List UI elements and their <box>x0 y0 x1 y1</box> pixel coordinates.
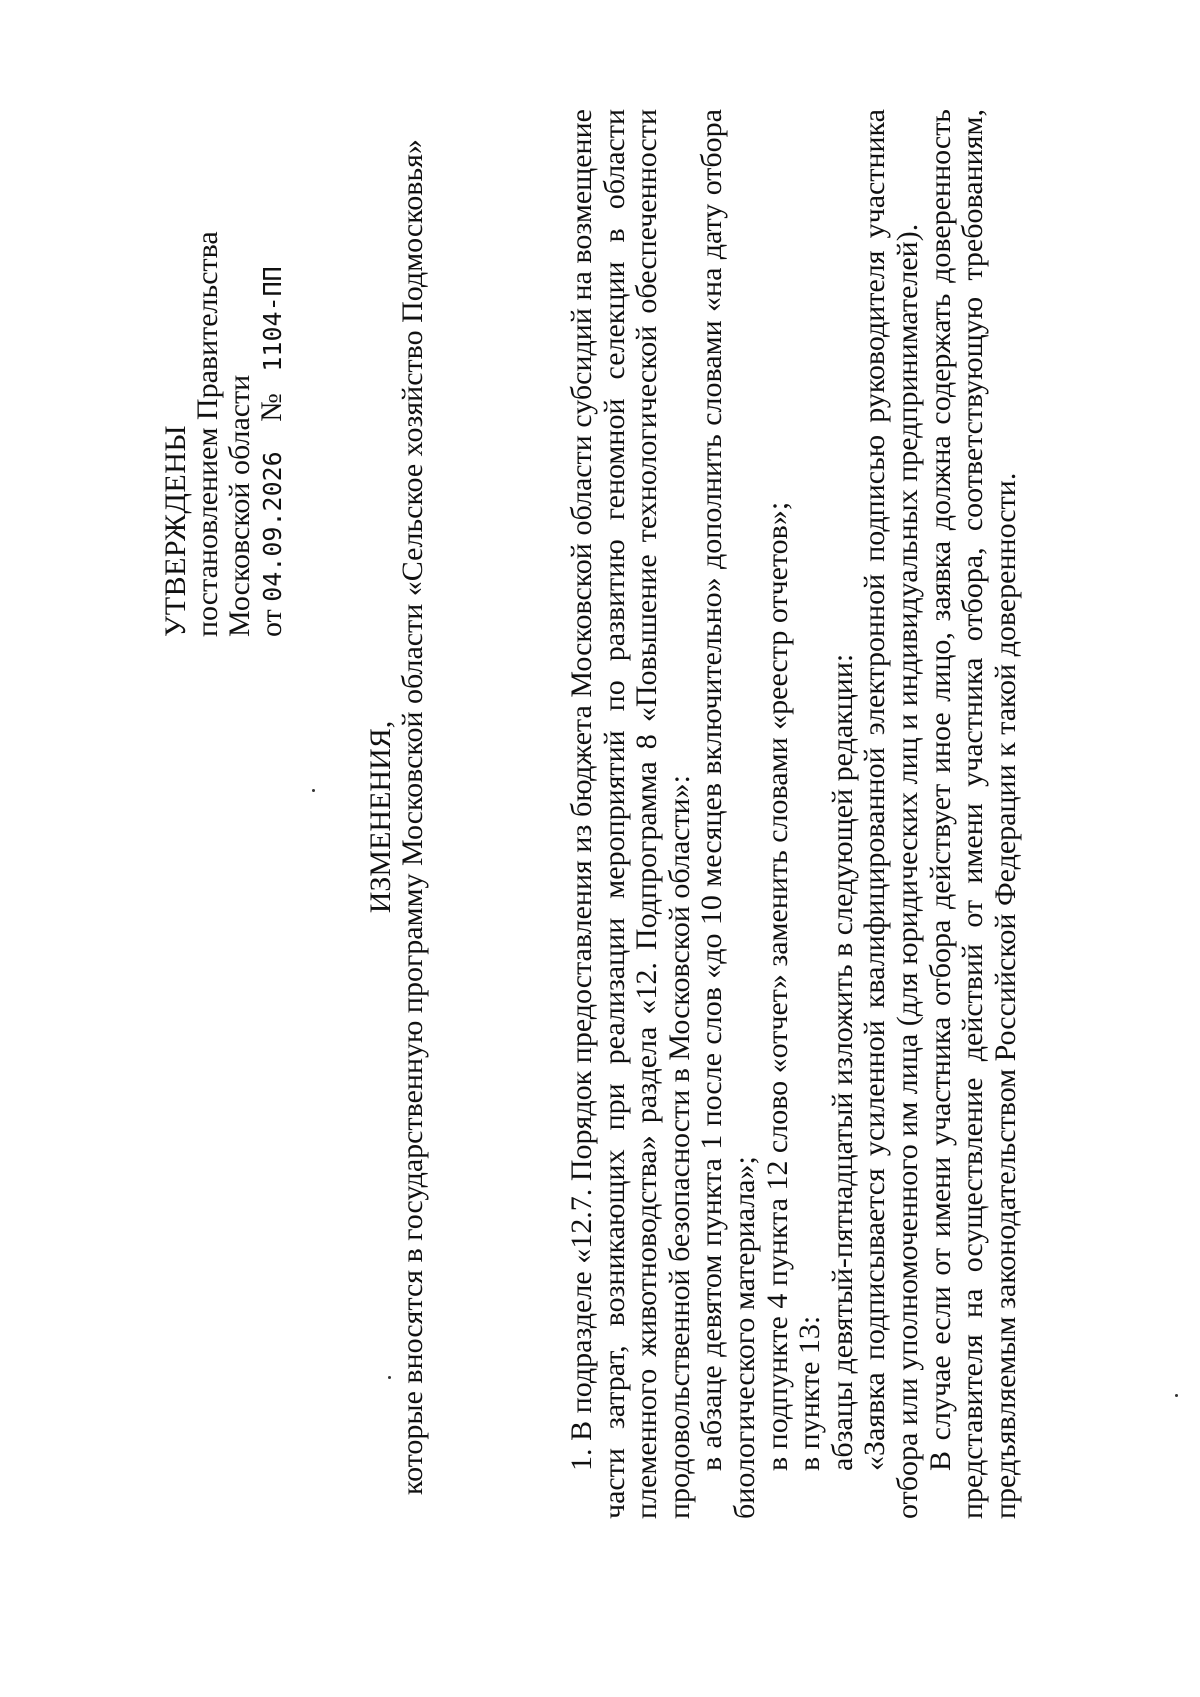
document-title: ИЗМЕНЕНИЯ, <box>364 720 397 914</box>
document-body <box>566 109 1022 1519</box>
approval-stamp <box>160 231 289 637</box>
paragraph-2: в абзаце девятом пункта 1 после слов «до 10 месяцев включительно» дополнить словами «на дату отбора биологического материала»; <box>695 109 761 1519</box>
approval-date: 04.09.2026 <box>258 451 287 602</box>
approval-date-prefix: от <box>255 609 288 637</box>
approval-number: 1104-ПП <box>258 266 287 372</box>
scan-speck <box>388 1376 391 1379</box>
approval-number-sign: № <box>255 393 288 422</box>
approval-date-number <box>256 231 289 637</box>
paragraph-7: В случае если от имени участника отбора действует иное лицо, заявка должна содержать доверенность представителя на осуществление действий от имени участника отбора, соответствующую требованиям, предъявляемым законодательством Российской Федерации к такой доверенности. <box>923 109 1022 1519</box>
paragraph-1: 1. В подразделе «12.7. Порядок предоставления из бюджета Московской области субсидий на возмещение части затрат, возникающих при реализации мероприятий по развитию геномной селекции в области племенного животноводства» раздела «12. Подпрограмма 8 «Повышение технологической обеспеченности продовольственной безопасности в Московской области»: <box>565 109 696 1519</box>
approval-title: УТВЕРЖДЕНЫ <box>159 424 192 637</box>
document-subtitle: которые вносятся в государственную программу Московской области «Сельское хозяйство Подмосковья» <box>396 139 429 1495</box>
approval-issuer-line-2: Московской области <box>223 374 256 637</box>
approval-issuer-line-1: постановлением Правительства <box>191 231 224 637</box>
paragraph-4: в пункте 13: <box>793 1315 827 1471</box>
paragraph-3: в подпункте 4 пункта 12 слово «отчет» заменить словами «реестр отчетов»; <box>760 501 794 1471</box>
scan-speck <box>312 789 315 792</box>
scan-speck <box>1175 1394 1178 1397</box>
document-heading <box>365 117 429 1517</box>
paragraph-5: абзацы девятый-пятнадцатый изложить в следующей редакции: <box>825 653 859 1471</box>
paragraph-6: «Заявка подписывается усиленной квалифицированной электронной подписью руководителя участника отбора или уполномоченного им лица (для юридических лиц и индивидуальных предпринимателей). <box>858 109 924 1519</box>
